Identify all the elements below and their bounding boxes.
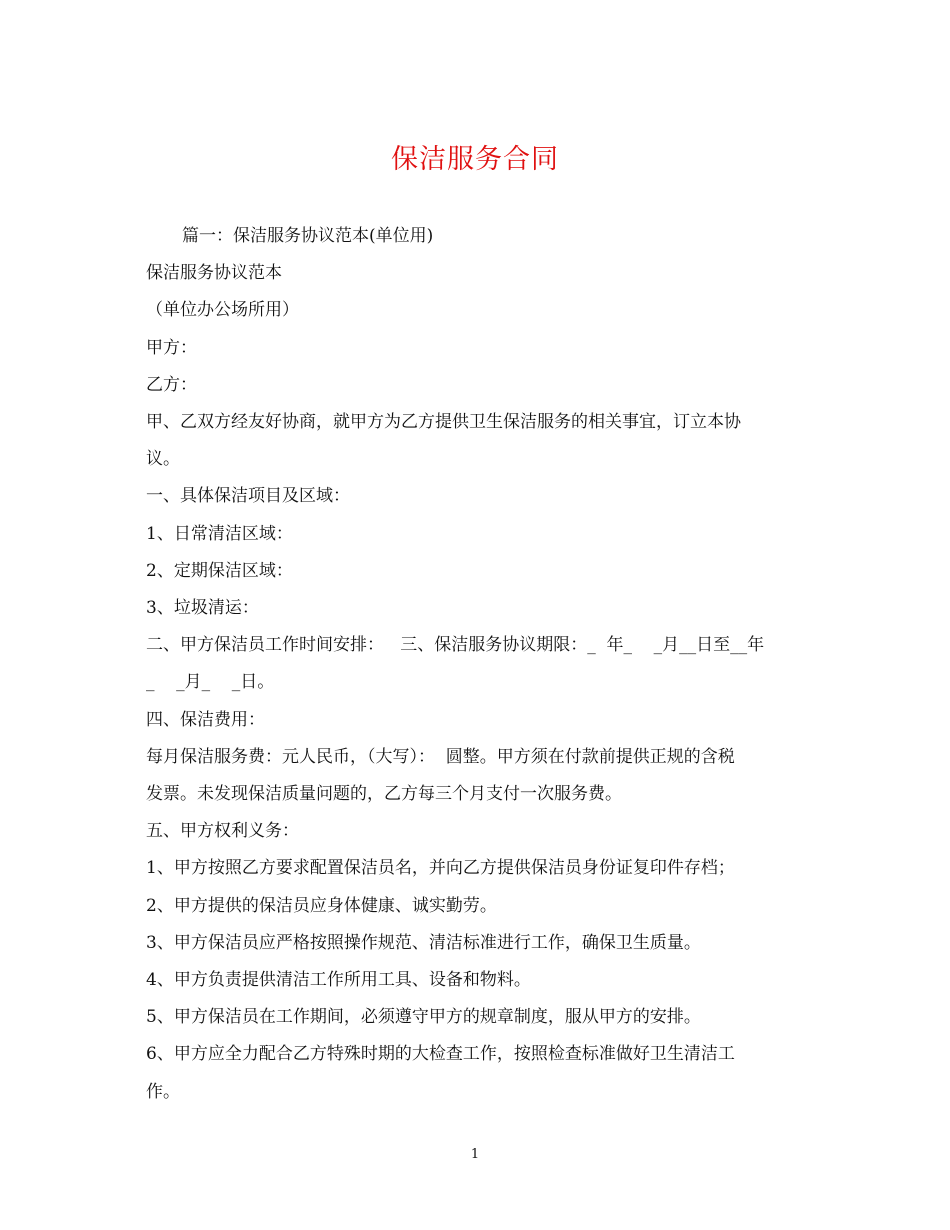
clause-item: 5、甲方保洁员在工作期间，必须遵守甲方的规章制度，服从甲方的安排。 xyxy=(146,1007,701,1028)
document-title: 保洁服务合同 xyxy=(391,144,559,175)
clause-item: 4、甲方负责提供清洁工作所用工具、设备和物料。 xyxy=(146,970,531,991)
clause-heading-2-3: 二、甲方保洁员工作时间安排： 三、保洁服务协议期限：_ 年_ _月__日至__年 xyxy=(146,635,765,656)
clause-item: 2、甲方提供的保洁员应身体健康、诚实勤劳。 xyxy=(146,895,497,916)
clause-date-continuation: _ _月_ _日。 xyxy=(146,672,275,693)
agreement-intro-line-2: 议。 xyxy=(146,449,180,470)
document-body xyxy=(146,218,806,1111)
clause-heading-5: 五、甲方权利义务： xyxy=(146,821,299,842)
page-number: 1 xyxy=(470,1147,480,1162)
clause-item: 3、甲方保洁员应严格按照操作规范、清洁标准进行工作，确保卫生质量。 xyxy=(146,932,701,953)
agreement-subtitle: （单位办公场所用） xyxy=(146,300,299,321)
agreement-title: 保洁服务协议范本 xyxy=(146,263,282,284)
party-a-line: 甲方： xyxy=(146,337,197,358)
clause-heading-1: 一、具体保洁项目及区域： xyxy=(146,486,350,507)
agreement-intro-line-1: 甲、乙双方经友好协商，就甲方为乙方提供卫生保洁服务的相关事宜，订立本协 xyxy=(146,412,741,433)
clause-item: 6、甲方应全力配合乙方特殊时期的大检查工作，按照检查标准做好卫生清洁工 xyxy=(146,1044,735,1065)
clause-item-continuation: 作。 xyxy=(146,1081,180,1102)
clause-item: 1、日常清洁区域： xyxy=(146,523,293,544)
fee-line-1: 每月保洁服务费：元人民币，（大写）： 圆整。甲方须在付款前提供正规的含税 xyxy=(146,746,735,767)
fee-line-2: 发票。未发现保洁质量问题的，乙方每三个月支付一次服务费。 xyxy=(146,784,622,805)
party-b-line: 乙方： xyxy=(146,374,197,395)
clause-item: 2、定期保洁区域： xyxy=(146,560,293,581)
clause-item: 1、甲方按照乙方要求配置保洁员名，并向乙方提供保洁员身份证复印件存档； xyxy=(146,858,735,879)
clause-heading-4: 四、保洁费用： xyxy=(146,709,265,730)
clause-item: 3、垃圾清运： xyxy=(146,598,259,619)
section-heading: 篇一：保洁服务协议范本(单位用) xyxy=(182,226,434,246)
